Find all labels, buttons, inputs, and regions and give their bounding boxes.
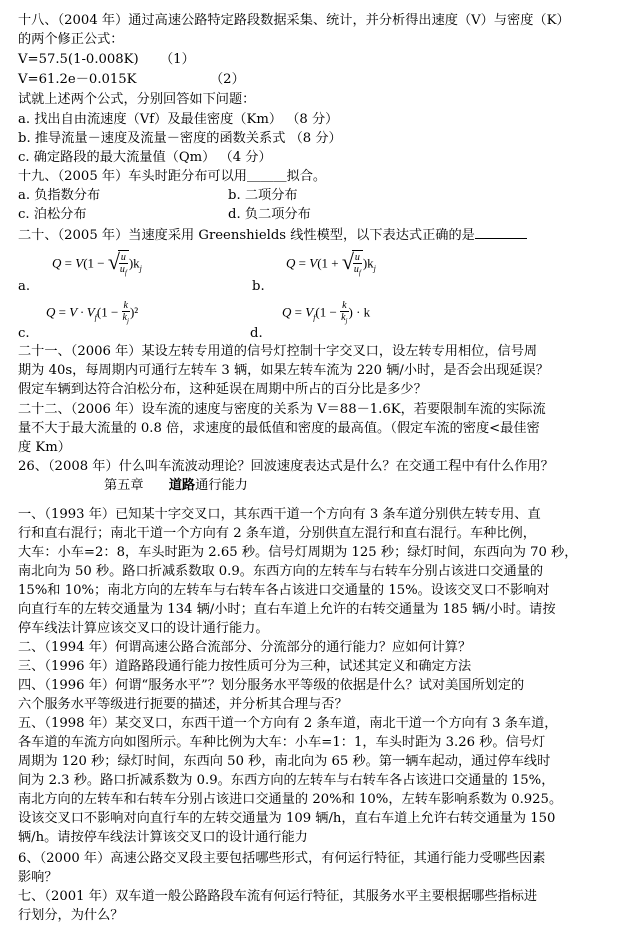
- close-k: )k: [128, 255, 140, 271]
- ch5-q1-line6: 向直行车的左转交通量为 134 辆/小时；直右车道上允许的右转交通量为 185 辆/小时。请按: [18, 602, 556, 617]
- formula-2-number: （2）: [210, 72, 245, 87]
- ch5-q2-line: 二、（1994 年）何谓高速公路合流部分、分流部分的通行能力？应如何计算？: [18, 640, 472, 655]
- sub-j: j: [373, 264, 376, 274]
- ch5-q5-line4: 间为 2.3 秒。路口折减系数为 0.9。东西方向的左转车与右转车各占该进口交通量的 15%，: [18, 773, 555, 788]
- formula-1: V=57.5(1-0.008K): [18, 52, 139, 67]
- q22-line3: 度 Km）: [18, 440, 71, 455]
- frac-num-k: k: [123, 300, 128, 311]
- q18-part-b: b. 推导流量－速度及流量－密度的函数关系式 （8 分）: [18, 131, 342, 146]
- close-k: )k: [362, 255, 374, 271]
- q18-prompt: 试就上述两个公式，分别回答如下问题：: [18, 92, 256, 107]
- frac-den-k: k: [122, 312, 127, 323]
- frac-num-u: u: [120, 252, 126, 263]
- answer-blank: [475, 225, 527, 239]
- formula-1-number: （1）: [160, 52, 195, 67]
- q20-line: [18, 225, 527, 244]
- q18-line2: 的两个修正公式：: [18, 32, 124, 47]
- ch5-q5-line5: 南北方向的左转车和右转车分别占该进口交通量的 20%和 10%，左转车影响系数为 0.925。: [18, 792, 563, 807]
- vf-symbol: V: [305, 304, 314, 320]
- ch5-q4-line1: 四、（1996 年）何谓“服务水平”？划分服务水平等级的依据是什么？试对美国所划定的: [18, 678, 525, 693]
- ch5-q1-line1: 一、（1993 年）已知某十字交叉口，其东西干道一个方向有 3 条车道分别供左转专用、直: [18, 507, 541, 522]
- eq-sign: =: [55, 304, 70, 320]
- sub-j: j: [345, 317, 348, 325]
- fraction-k-kj: [340, 300, 348, 327]
- sub-f: f: [358, 269, 361, 277]
- q21-line1: 二十一、（2006 年）某设左转专用道的信号灯控制十字交叉口，设左转专用相位，信号周: [18, 344, 538, 359]
- ch5-q4-line2: 六个服务水平等级进行扼要的描述，并分析其合理与否？: [18, 697, 348, 712]
- ch5-q5-line3: 周期为 120 秒；绿灯时间，东西向 50 秒，南北向为 65 秒。第一辆车起动，通过停车线时: [18, 754, 551, 769]
- q-symbol: Q: [52, 255, 62, 271]
- q26-line: 26、（2008 年）什么叫车流波动理论？回波速度表达式是什么？在交通工程中有什么作用？: [18, 459, 554, 474]
- option-d-label: d.: [250, 326, 263, 341]
- ch5-q6-line2: 影响？: [18, 870, 58, 885]
- q19-option-c: c. 泊松分布: [18, 207, 87, 222]
- q19-option-b: b. 二项分布: [228, 188, 298, 203]
- paren-minus: (1 −: [96, 304, 122, 320]
- q-symbol: Q: [46, 304, 56, 320]
- option-b-label: b.: [252, 279, 265, 294]
- q19-line: 十九、（2005 年）车头时距分布可以用＿＿＿拟合。: [18, 169, 327, 184]
- sub-f: f: [313, 313, 316, 323]
- ch5-q1-line4: 南北向为 50 秒。路口折减系数取 0.9。东西方向的左转车与右转车分别占该进口交通量的: [18, 564, 544, 579]
- frac-num-k: k: [342, 300, 347, 311]
- q21-line3: 假定车辆到达符合泊松分布，这种延误在周期中所占的百分比是多少？: [18, 382, 427, 397]
- v-symbol: V: [309, 255, 318, 271]
- frac-den-u: u: [119, 264, 125, 275]
- frac-num-u: u: [354, 252, 360, 263]
- option-a-label: a.: [18, 279, 31, 294]
- sub-j: j: [127, 317, 129, 325]
- paren-minus: (1 −: [315, 304, 341, 320]
- formula-2: V=61.2e－0.015K: [18, 72, 137, 87]
- formula-option-b: [286, 250, 376, 279]
- ch5-q5-line7: 辆/h。请按停车线法计算该交叉口的设计通行能力: [18, 830, 308, 845]
- q18-line1: 十八、（2004 年）通过高速公路特定路段数据采集、统计，并分析得出速度（V）与密度（K）: [18, 13, 570, 28]
- sub-j: j: [139, 264, 142, 274]
- chapter-heading: [104, 477, 248, 494]
- paren-plus: (1 +: [317, 255, 342, 271]
- squared: )²: [129, 304, 139, 320]
- option-c-label: c.: [18, 326, 30, 341]
- ch5-q1-line2: 行和直右混行；南北干道一个方向有 2 条车道，分别供直左混行和直右混行。车种比例，: [18, 526, 536, 541]
- ch5-q1-line5: 15%和 10%；南北方向的左转车与右转车各占该进口交通量的 15%。设该交叉口不影响对: [18, 583, 550, 598]
- eq-sign: =: [61, 255, 76, 271]
- q19-option-a: a. 负指数分布: [18, 188, 101, 203]
- ch5-q5-line1: 五、（1998 年）某交叉口，东西干道一个方向有 2 条车道，南北干道一个方向有 3 条车道，: [18, 716, 558, 731]
- q20-text: 二十、（2005 年）当速度采用 Greenshields 线性模型，以下表达式正确的是: [18, 228, 475, 243]
- formula-option-c: [46, 300, 138, 327]
- q22-line1: 二十二、（2006 年）设车流的速度与密度的关系为 V＝88－1.6K，若要限制车流的实际流: [18, 402, 546, 417]
- chapter-title-bold: 道路: [168, 478, 196, 493]
- sqrt-term: √ $\frac{u}{u_f}$: [107, 249, 127, 277]
- ch5-q3-line: 三、（1996 年）道路路段通行能力按性质可分为三种，试述其定义和确定方法: [18, 659, 472, 674]
- sub-f: f: [124, 269, 127, 277]
- ch5-q1-line3: 大车：小车=2：8，车头时距为 2.65 秒。信号灯周期为 125 秒；绿灯时间，东西向为 70 秒，: [18, 545, 578, 560]
- frac-den-u: u: [353, 264, 359, 275]
- q22-line2: 量不大于最大流量的 0.8 倍，求速度的最低值和密度的最高值。（假定车流的密度<最佳密: [18, 421, 540, 436]
- fraction-k-kj: [122, 300, 130, 327]
- v-symbol: V: [75, 255, 84, 271]
- ch5-q7-line2: 行划分，为什么？: [18, 908, 124, 923]
- dot-k: ) · k: [348, 304, 371, 320]
- q18-part-c: c. 确定路段的最大流量值（Qm） （4 分）: [18, 150, 272, 165]
- chapter-title-rest: 通行能力: [195, 478, 248, 493]
- q-symbol: Q: [282, 304, 292, 320]
- q21-line2: 期为 40s，每周期内可通行左转车 3 辆，如果左转车流为 220 辆/小时，是否会出现延误？: [18, 363, 549, 378]
- ch5-q1-line7: 停车线法计算应该交叉口的设计通行能力。: [18, 621, 269, 636]
- ch5-q5-line2: 各车道的车流方向如图所示。车种比例为大车：小车=1：1，车头时距为 3.26 秒。信号灯: [18, 735, 546, 750]
- ch5-q6-line1: 6、（2000 年）高速公路交叉段主要包括哪些形式，有何运行特征，其通行能力受哪些因素: [18, 851, 546, 866]
- q19-option-d: d. 负二项分布: [228, 207, 311, 222]
- sqrt-term: √ $\frac{u}{u_f}$: [341, 249, 361, 277]
- q18-part-a: a. 找出自由流速度（Vf）及最佳密度（Km） （8 分）: [18, 112, 339, 127]
- formula-option-d: [282, 300, 370, 327]
- q-symbol: Q: [286, 255, 296, 271]
- chapter-number: 第五章: [104, 478, 144, 493]
- ch5-q7-line1: 七、（2001 年）双车道一般公路路段车流有何运行特征，其服务水平主要根据哪些指标进: [18, 889, 538, 904]
- eq-sign: =: [295, 255, 310, 271]
- eq-sign: =: [291, 304, 306, 320]
- sub-f: f: [94, 313, 97, 323]
- ch5-q5-line6: 设该交叉口不影响对向直行车的左转交通量为 109 辆/h，直右车道上允许右转交通量为 150: [18, 811, 556, 826]
- v-dot-v: V · V: [69, 304, 95, 320]
- frac-den-k: k: [341, 312, 346, 323]
- formula-option-a: [52, 250, 142, 279]
- paren-minus: (1 −: [83, 255, 108, 271]
